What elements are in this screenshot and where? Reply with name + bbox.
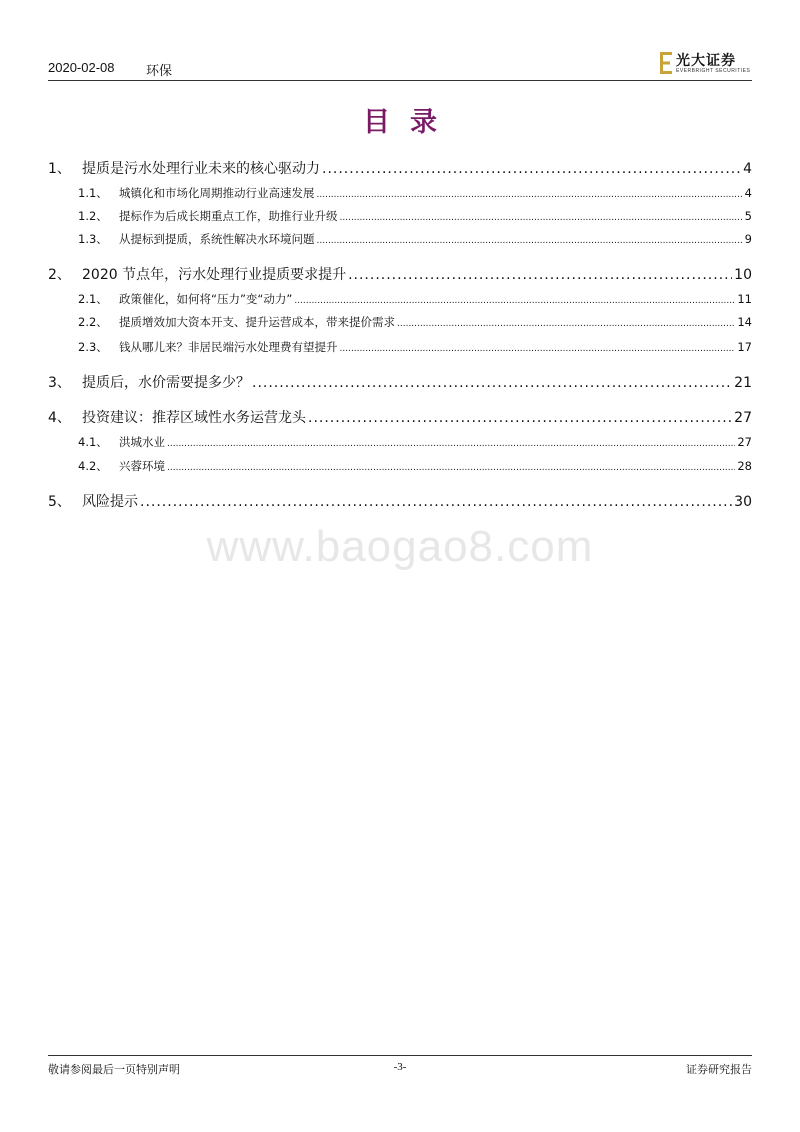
toc-leader [348, 267, 732, 283]
toc-text: 城镇化和市场化周期推动行业高速发展 [119, 186, 315, 200]
toc-leader [317, 186, 743, 200]
toc-entry-4[interactable] [48, 407, 752, 427]
toc-leader [340, 209, 743, 223]
toc-text: 提质是污水处理行业未来的核心驱动力 [82, 161, 320, 177]
toc-number: 3、 [48, 375, 71, 391]
toc-number: 1.1、 [78, 186, 108, 200]
toc-leader [340, 340, 736, 354]
page-header [48, 50, 752, 80]
toc-number: 4、 [48, 410, 71, 426]
toc-entry-3[interactable] [48, 372, 752, 392]
toc-number: 1、 [48, 161, 71, 177]
toc-text: 提质增效加大资本开支、提升运营成本，带来提价需求 [119, 315, 395, 329]
toc-number: 2.2、 [78, 315, 108, 329]
toc-leader [308, 410, 732, 426]
logo-mark-icon [660, 52, 672, 74]
toc-number: 1.3、 [78, 232, 108, 246]
toc-entry-1[interactable] [48, 158, 752, 178]
toc-entry-2-2[interactable] [48, 314, 752, 330]
toc-number: 5、 [48, 494, 71, 510]
watermark: www.baogao8.com [206, 522, 594, 571]
company-logo [660, 50, 752, 78]
toc-page: 27 [737, 435, 752, 449]
toc-text: 政策催化，如何将“压力”变“动力” [119, 292, 293, 306]
toc-page: 14 [737, 315, 752, 329]
toc-page: 4 [743, 161, 752, 177]
toc-number: 2.3、 [78, 340, 108, 354]
footer-report-type: 证券研究报告 [686, 1063, 752, 1076]
toc-page: 27 [734, 410, 752, 426]
toc-entry-4-1[interactable] [48, 434, 752, 450]
toc-number: 1.2、 [78, 209, 108, 223]
toc-leader [140, 494, 732, 510]
toc-leader [322, 161, 741, 177]
toc-leader [167, 435, 735, 449]
toc-text: 2020 节点年，污水处理行业提质要求提升 [82, 267, 347, 283]
toc-page: 28 [737, 459, 752, 473]
toc-text: 风险提示 [82, 494, 138, 510]
toc-leader [252, 375, 732, 391]
toc-text: 投资建议：推荐区域性水务运营龙头 [82, 410, 306, 426]
page-footer [48, 1055, 752, 1076]
toc-leader [294, 292, 735, 306]
toc-entry-1-2[interactable] [48, 208, 752, 224]
toc-entry-1-1[interactable] [48, 185, 752, 201]
toc-entry-5[interactable] [48, 491, 752, 511]
toc-entry-1-3[interactable] [48, 231, 752, 247]
toc-number: 2.1、 [78, 292, 108, 306]
toc-page: 17 [737, 340, 752, 354]
toc-text: 从提标到提质，系统性解决水环境问题 [119, 232, 315, 246]
toc-leader [397, 315, 735, 329]
toc-page: 5 [744, 209, 752, 223]
header-divider [48, 80, 752, 81]
toc-text: 提质后，水价需要提多少？ [82, 375, 250, 391]
toc-entry-2[interactable] [48, 264, 752, 284]
toc-page: 10 [734, 267, 752, 283]
toc-page: 21 [734, 375, 752, 391]
toc-entry-2-1[interactable] [48, 291, 752, 307]
toc-entry-4-2[interactable] [48, 458, 752, 474]
toc-number: 4.2、 [78, 459, 108, 473]
toc-entry-2-3[interactable] [48, 339, 752, 355]
footer-divider [48, 1055, 752, 1056]
toc-text: 洪城水业 [119, 435, 165, 449]
toc-leader [317, 232, 743, 246]
page-number: -3- [393, 1061, 407, 1073]
toc-page: 9 [744, 232, 752, 246]
toc-page: 4 [744, 186, 752, 200]
toc-text: 提标作为后成长期重点工作，助推行业升级 [119, 209, 338, 223]
toc-page: 30 [734, 494, 752, 510]
logo-text-en: EVERBRIGHT SECURITIES [676, 68, 751, 74]
report-sector: 环保 [146, 64, 173, 79]
toc-title: 目录 [363, 107, 457, 138]
toc-text: 钱从哪儿来？非居民端污水处理费有望提升 [119, 340, 338, 354]
toc-page: 11 [737, 292, 752, 306]
report-date: 2020-02-08 [48, 60, 115, 75]
logo-text-cn: 光大证券 [676, 53, 736, 69]
toc-number: 4.1、 [78, 435, 108, 449]
toc-leader [167, 459, 735, 473]
toc-text: 兴蓉环境 [119, 459, 165, 473]
footer-disclaimer: 敬请参阅最后一页特别声明 [48, 1063, 180, 1076]
toc-number: 2、 [48, 267, 71, 283]
